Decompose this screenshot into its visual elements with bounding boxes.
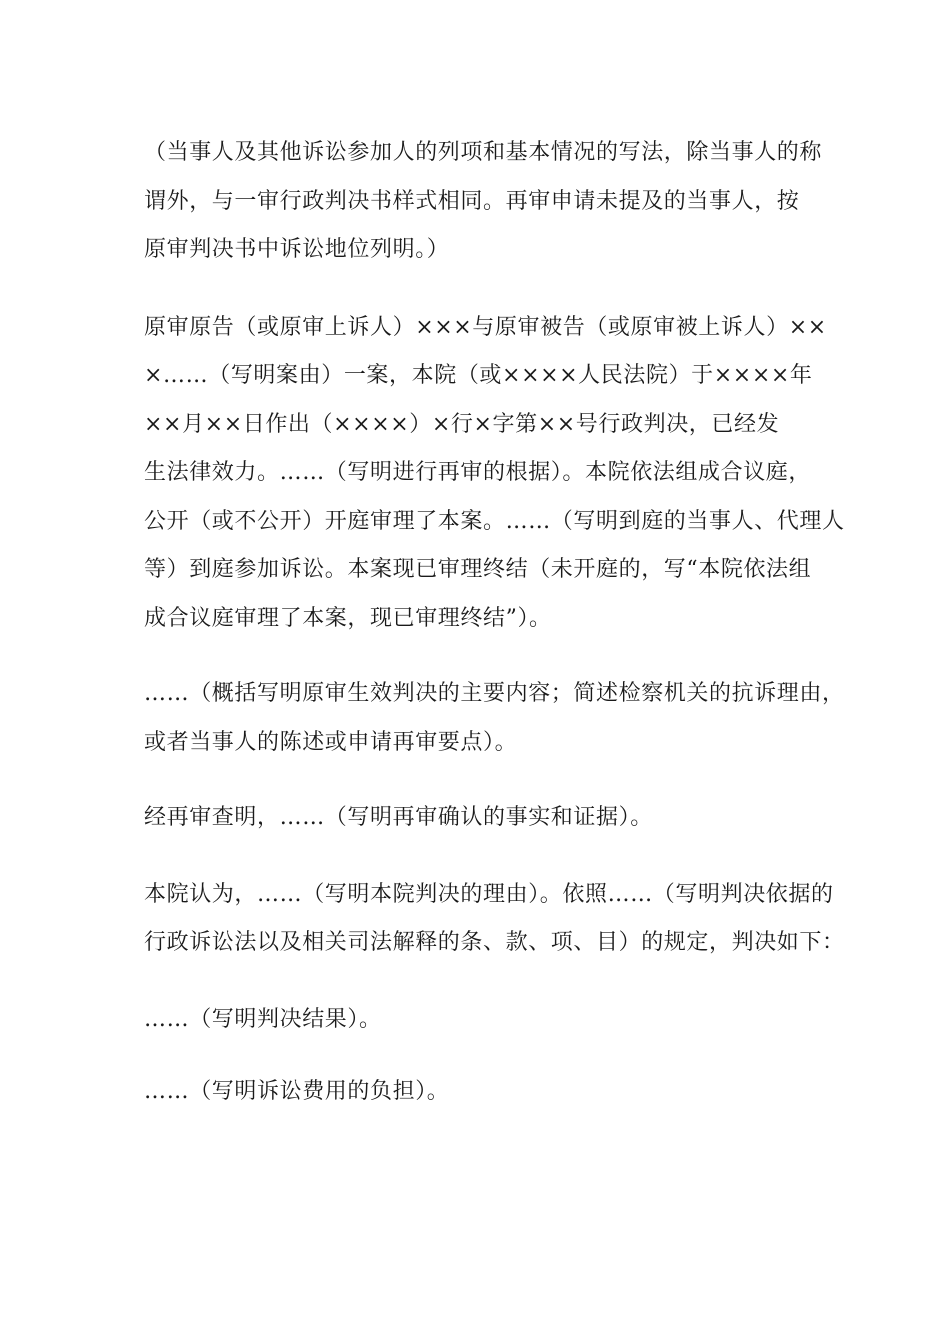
text-line: 生法律效力。……（写明进行再审的根据）。本院依法组成合议庭，: [144, 460, 812, 485]
text-line: 谓外，与一审行政判决书样式相同。再审申请未提及的当事人，按: [144, 188, 800, 214]
text-line: ……（写明诉讼费用的负担）。: [144, 1079, 450, 1104]
paragraph-case-origin: [144, 304, 845, 644]
text-line: ××月××日作出（××××）×行×字第××号行政判决，已经发: [144, 411, 780, 437]
text-line: 本院认为，……（写明本院判决的理由）。依照……（写明判决依据的: [144, 881, 834, 907]
text-line: 或者当事人的陈述或申请再审要点）。: [144, 729, 518, 755]
paragraph-court-reasoning: [144, 871, 845, 968]
paragraph-original-judgment-summary: [144, 670, 845, 767]
text-line: 公开（或不公开）开庭审理了本案。……（写明到庭的当事人、代理人: [144, 508, 845, 534]
text-line: 成合议庭审理了本案，现已审理终结”）。: [144, 605, 552, 631]
text-line: ……（写明判决结果）。: [144, 1006, 382, 1032]
text-line: 原审原告（或原审上诉人）×××与原审被告（或原审被上诉人）××: [144, 314, 827, 340]
text-line: 行政诉讼法以及相关司法解释的条、款、项、目）的规定，判决如下：: [144, 930, 845, 955]
text-line: ×……（写明案由）一案，本院（或××××人民法院）于××××年: [144, 363, 813, 388]
text-line: 等）到庭参加诉讼。本案现已审理终结（未开庭的，写“本院依法组: [144, 557, 812, 582]
document-body: [144, 129, 845, 1141]
paragraph-litigation-costs: [144, 1068, 830, 1117]
text-line: 原审判决书中诉讼地位列明。）: [144, 237, 450, 262]
text-line: ……（概括写明原审生效判决的主要内容；简述检察机关的抗诉理由，: [144, 681, 845, 706]
paragraph-judgment-result: [144, 996, 830, 1045]
text-line: （当事人及其他诉讼参加人的列项和基本情况的写法，除当事人的称: [144, 140, 823, 165]
paragraph-retrial-findings: [144, 794, 830, 843]
text-line: 经再审查明，……（写明再审确认的事实和证据）。: [144, 805, 653, 830]
paragraph-party-listing-note: [144, 129, 830, 275]
